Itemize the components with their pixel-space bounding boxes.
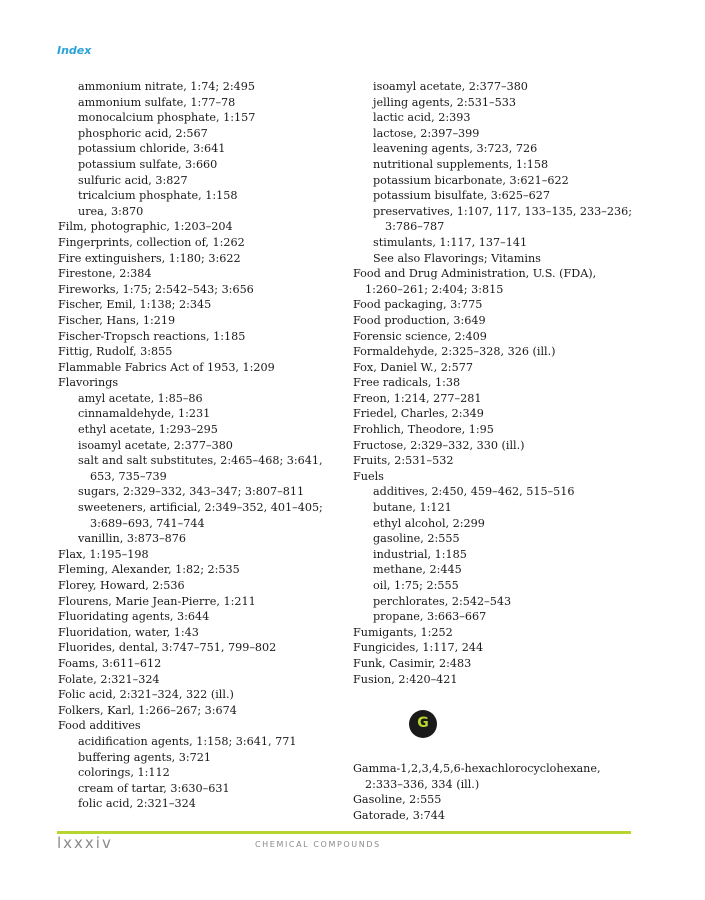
index-entry: Fruits, 2:531–532 [353,454,454,468]
index-subentry: ethyl acetate, 1:293–295 [78,423,218,437]
index-subentry: salt and salt substitutes, 2:465–468; 3:641, [78,454,323,468]
index-column-right [353,79,643,824]
index-subentry: nutritional supplements, 1:158 [373,157,549,171]
index-entry: Fingerprints, collection of, 1:262 [58,235,245,249]
index-entry: Gasoline, 2:555 [353,793,442,807]
index-subentry: 2:333–336, 334 (ill.) [365,777,480,791]
index-subentry: lactose, 2:397–399 [373,126,480,140]
index-subentry: 3:786–787 [385,220,445,234]
index-entry: Fire extinguishers, 1:180; 3:622 [58,251,241,265]
footer-rule [57,831,631,834]
index-entry: Gamma-1,2,3,4,5,6-hexachlorocyclohexane, [353,762,601,776]
index-subentry: cream of tartar, 3:630–631 [78,781,230,795]
index-entry: Fischer, Emil, 1:138; 2:345 [58,298,212,312]
index-subentry: potassium chloride, 3:641 [78,142,226,156]
index-entry: Fluoridating agents, 3:644 [58,610,210,624]
index-entry: Flourens, Marie Jean-Pierre, 1:211 [58,594,256,608]
index-subentry: buffering agents, 3:721 [78,750,212,764]
index-subentry: ammonium sulfate, 1:77–78 [78,95,236,109]
book-title: CHEMICAL COMPOUNDS [255,840,381,849]
index-entry: Freon, 1:214, 277–281 [353,391,482,405]
index-subentry: colorings, 1:112 [78,766,170,780]
index-entry: Food and Drug Administration, U.S. (FDA), [353,267,597,281]
index-entry: Fluoridation, water, 1:43 [58,625,199,639]
index-entry: Frohlich, Theodore, 1:95 [353,423,494,437]
index-entry: Friedel, Charles, 2:349 [353,407,484,421]
index-subentry: leavening agents, 3:723, 726 [373,142,538,156]
index-entry: Florey, Howard, 2:536 [58,579,185,592]
index-entry: Food packaging, 3:775 [353,298,483,312]
index-entry: Gatorade, 3:744 [353,808,445,822]
section-header: Index [57,44,92,57]
index-subentry: jelling agents, 2:531–533 [373,95,516,109]
index-subentry: potassium bisulfate, 3:625–627 [373,189,550,203]
index-subentry: acidification agents, 1:158; 3:641, 771 [78,734,297,748]
index-column-left [58,79,348,812]
index-subentry: oil, 1:75; 2:555 [373,579,459,592]
index-subentry: potassium sulfate, 3:660 [78,157,218,171]
index-entry: Folkers, Karl, 1:266–267; 3:674 [58,703,237,717]
index-subentry: cinnamaldehyde, 1:231 [78,407,211,421]
index-subentry: monocalcium phosphate, 1:157 [78,111,256,125]
index-entry: Food production, 3:649 [353,313,486,327]
index-entry: Fischer, Hans, 1:219 [58,313,176,327]
index-entry: Fittig, Rudolf, 3:855 [58,345,173,359]
index-entry: Flavorings [58,376,119,390]
index-entry: Formaldehyde, 2:325–328, 326 (ill.) [353,345,556,359]
index-subentry: isoamyl acetate, 2:377–380 [78,438,233,452]
index-subentry: sweeteners, artificial, 2:349–352, 401–405; [78,501,323,515]
index-entry: Fireworks, 1:75; 2:542–543; 3:656 [58,282,254,296]
index-entry: Forensic science, 2:409 [353,329,487,343]
index-entries-g [353,761,643,823]
index-subentry: 3:689–693, 741–744 [90,516,205,530]
index-entries-f [353,79,643,687]
index-entry: Flammable Fabrics Act of 1953, 1:209 [58,360,275,374]
index-entry: Funk, Casimir, 2:483 [353,656,472,670]
index-subentry: vanillin, 3:873–876 [78,532,187,546]
index-subentry: tricalcium phosphate, 1:158 [78,189,238,203]
index-entry: Foams, 3:611–612 [58,656,162,670]
index-subentry: methane, 2:445 [373,563,462,577]
index-subentry: ethyl alcohol, 2:299 [373,516,485,530]
index-entry: Fischer-Tropsch reactions, 1:185 [58,329,246,343]
index-subentry: perchlorates, 2:542–543 [373,594,512,608]
index-subentry: potassium bicarbonate, 3:621–622 [373,173,569,187]
index-subentry: industrial, 1:185 [373,547,467,561]
index-entry: Fuels [353,469,384,483]
index-entry: Fungicides, 1:117, 244 [353,641,484,655]
index-subentry: lactic acid, 2:393 [373,111,471,125]
index-entry: Fox, Daniel W., 2:577 [353,360,473,374]
index-entry: Fluorides, dental, 3:747–751, 799–802 [58,641,277,655]
index-entry: Flax, 1:195–198 [58,547,149,561]
index-entry: Food additives [58,719,141,733]
index-subentry: phosphoric acid, 2:567 [78,126,208,140]
index-subentry: butane, 1:121 [373,501,452,515]
index-subentry: ammonium nitrate, 1:74; 2:495 [78,80,255,93]
index-subentry: preservatives, 1:107, 117, 133–135, 233–236; [373,204,633,218]
index-subentry: sugars, 2:329–332, 343–347; 3:807–811 [78,485,305,499]
index-subentry: amyl acetate, 1:85–86 [78,391,203,405]
section-divider [353,687,643,761]
index-subentry: 1:260–261; 2:404; 3:815 [365,282,504,296]
index-entry: Fructose, 2:329–332, 330 (ill.) [353,438,525,452]
section-letter-badge: G [409,710,437,738]
index-subentry: urea, 3:870 [78,204,144,218]
index-subentry: 653, 735–739 [90,469,167,483]
index-entry: Folic acid, 2:321–324, 322 (ill.) [58,688,234,702]
index-subentry: folic acid, 2:321–324 [78,797,196,811]
index-entry: Firestone, 2:384 [58,267,152,281]
index-subentry: propane, 3:663–667 [373,610,487,624]
index-subentry: gasoline, 2:555 [373,532,460,546]
index-entry: Free radicals, 1:38 [353,376,461,390]
index-entry: Folate, 2:321–324 [58,672,160,686]
page-number: lxxxiv [57,834,113,852]
index-entry: Fleming, Alexander, 1:82; 2:535 [58,563,240,577]
index-entry: Fusion, 2:420–421 [353,672,458,686]
index-subentry: See also Flavorings; Vitamins [373,251,541,265]
index-subentry: isoamyl acetate, 2:377–380 [373,80,528,93]
index-entry: Film, photographic, 1:203–204 [58,220,233,234]
index-entry: Fumigants, 1:252 [353,625,453,639]
index-subentry: stimulants, 1:117, 137–141 [373,235,528,249]
index-subentry: sulfuric acid, 3:827 [78,173,188,187]
index-subentry: additives, 2:450, 459–462, 515–516 [373,485,575,499]
